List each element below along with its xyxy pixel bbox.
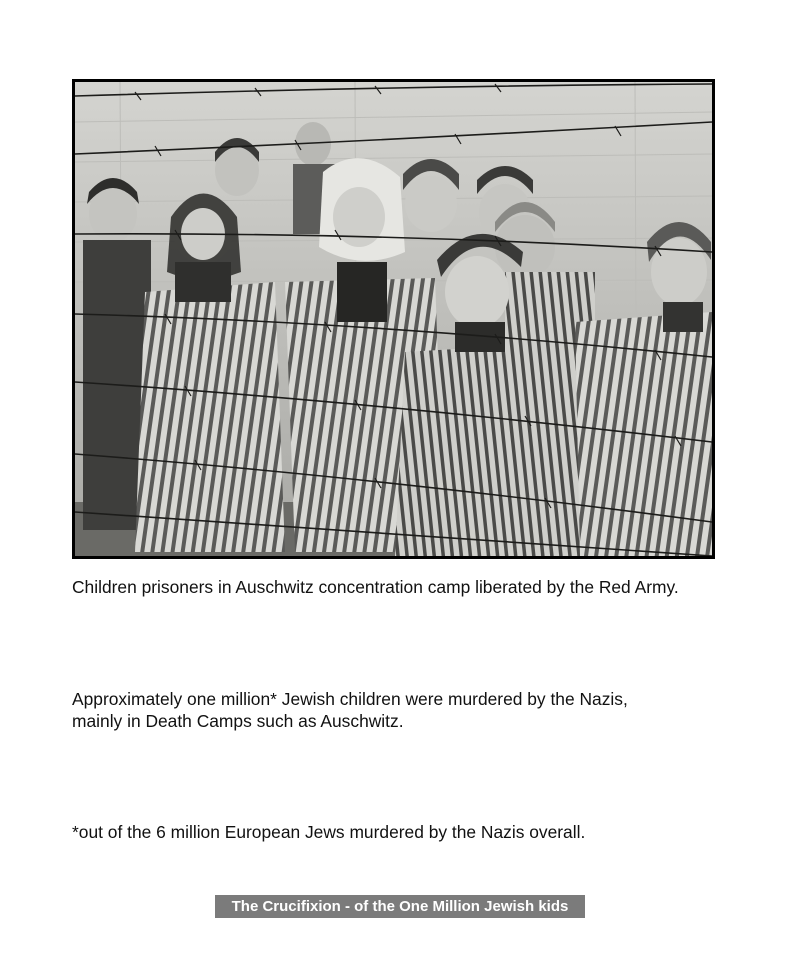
body-paragraph-line-1: Approximately one million* Jewish children were murdered by the Nazis,	[72, 689, 628, 709]
children-behind-barbed-wire-image	[75, 82, 712, 556]
body-paragraph	[72, 688, 772, 732]
body-paragraph-line-2: mainly in Death Camps such as Auschwitz.	[72, 711, 404, 731]
historical-photograph	[72, 79, 715, 559]
footer-title-banner: The Crucifixion - of the One Million Jewish kids	[215, 895, 585, 918]
photo-caption: Children prisoners in Auschwitz concentration camp liberated by the Red Army.	[72, 577, 679, 597]
footnote: *out of the 6 million European Jews murdered by the Nazis overall.	[72, 822, 586, 842]
